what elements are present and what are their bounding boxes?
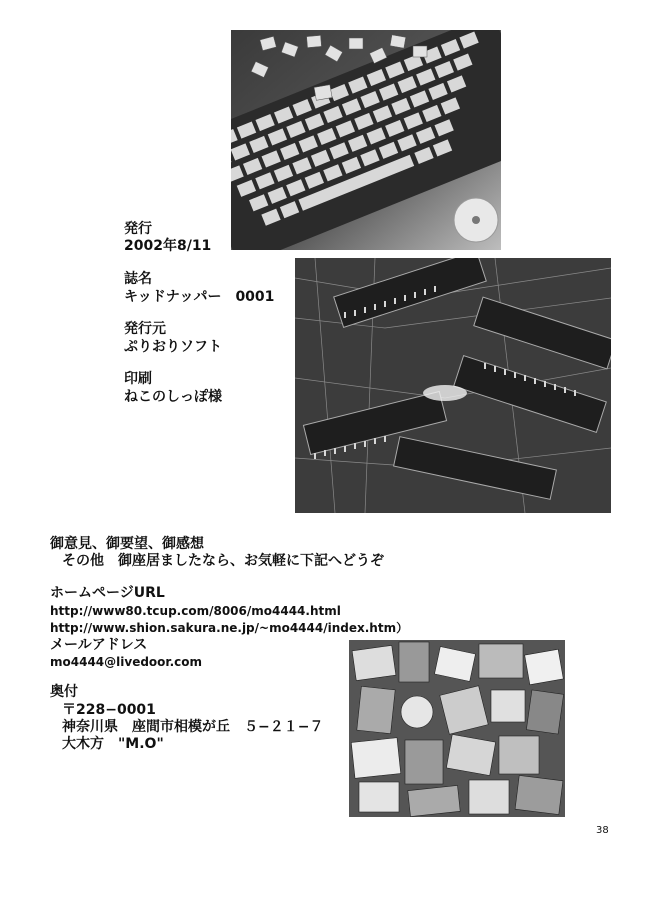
issue-label: 発行 [124,221,152,237]
postal-code: 〒228−0001 [62,702,156,718]
printer-value: ねこのしっぽ様 [124,389,222,405]
keyboard-photo [231,30,501,250]
feedback-line: その他 御座居ましたなら、お気軽に下記へどうぞ [62,553,384,569]
publisher-value: ぷりおりソフト [124,339,222,355]
okuzuke-label: 奥付 [50,684,78,700]
homepage-url-2[interactable]: http://www.shion.sakura.ne.jp/~mo4444/index.htm） [50,621,409,635]
collage-image [349,640,565,817]
issue-date: 2002年8/11 [124,238,212,254]
contact-name: 大木方 "M.O" [62,736,164,752]
postal-address: 神奈川県 座間市相模が丘 ５−２１−７ [62,719,324,735]
mail-label: メールアドレス [50,637,148,653]
publisher-label: 発行元 [124,321,166,337]
page-number: 38 [596,825,609,836]
printer-label: 印刷 [124,371,152,387]
feedback-heading: 御意見、御要望、御感想 [50,536,204,552]
homepage-label: ホームページURL [50,585,165,601]
homepage-url-1[interactable]: http://www80.tcup.com/8006/mo4444.html [50,604,341,618]
circuit-board-image [295,258,611,513]
title-label: 誌名 [124,271,152,287]
circuit-board-photo [295,258,611,513]
title-value: キッドナッパー 0001 [124,289,275,305]
mail-address[interactable]: mo4444@livedoor.com [50,655,203,669]
keyboard-image [231,30,501,250]
collage-photo [349,640,565,817]
